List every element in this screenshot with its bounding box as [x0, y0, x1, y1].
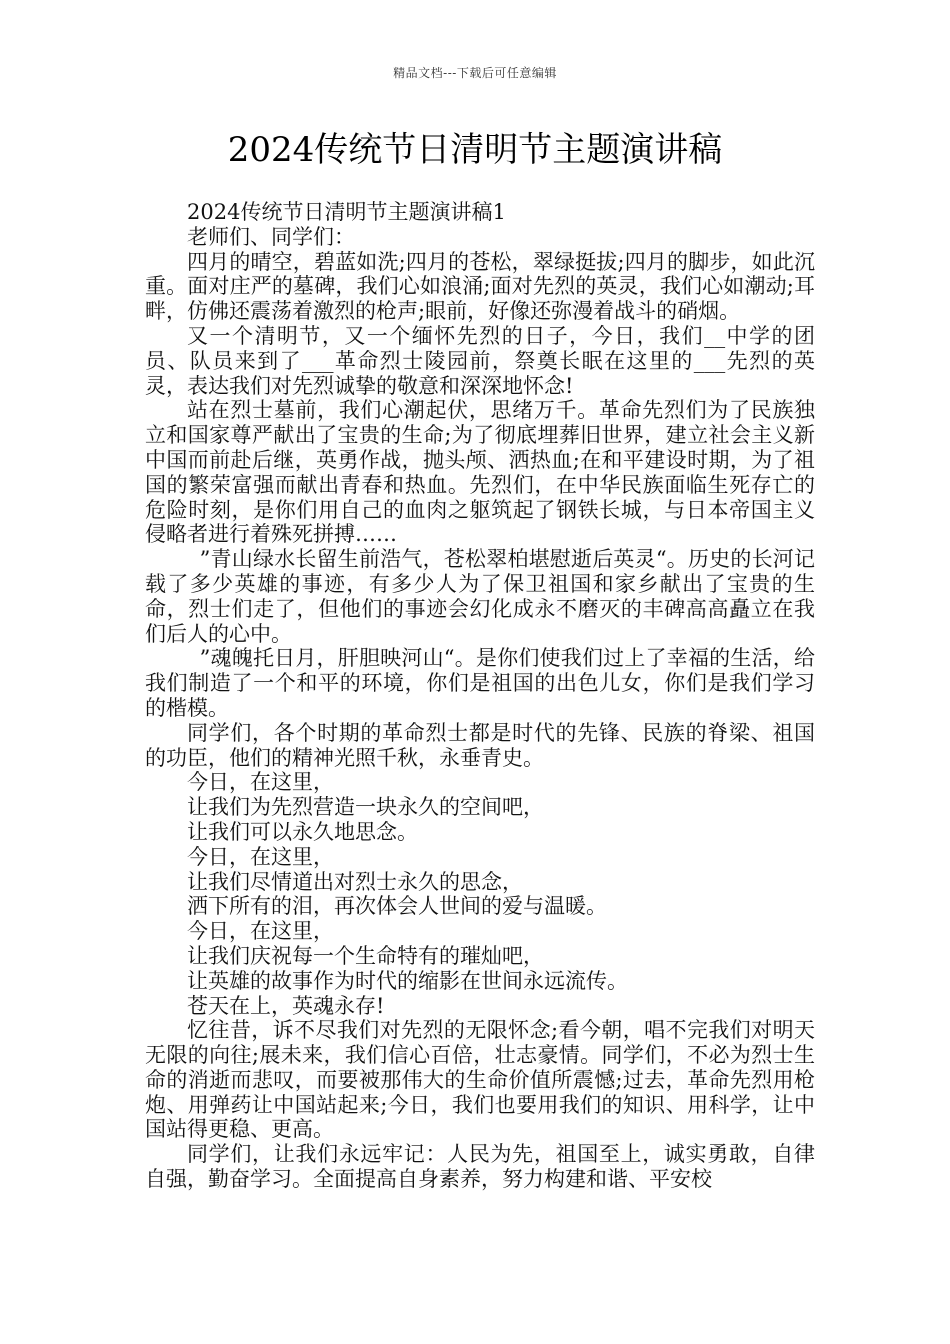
paragraph: 让英雄的故事作为时代的缩影在世间永远流传。	[187, 968, 628, 993]
paragraph: 洒下所有的泪，再次体会人世间的爱与温暖。	[187, 894, 607, 919]
paragraph: 今日，在这里，	[187, 919, 334, 944]
paragraph: 老师们、同学们：	[187, 224, 355, 249]
paragraph: 2024传统节日清明节主题演讲稿1	[187, 200, 506, 224]
paragraph: 同学们，让我们永远牢记：人民为先，祖国至上，诚实勇敢，自律自强，勤奋学习。全面提高自身素养，努力构建和谐、平安校	[145, 1142, 815, 1192]
document-title: 2024传统节日清明节主题演讲稿	[227, 130, 723, 170]
paragraph: 今日，在这里，	[187, 770, 334, 795]
paragraph: 同学们，各个时期的革命烈士都是时代的先锋、民族的脊梁、祖国的功臣，他们的精神光照千秋，永垂青史。	[145, 720, 815, 770]
paragraph: 让我们为先烈营造一块永久的空间吧，	[187, 795, 544, 820]
paragraph: ”青山绿水长留生前浩气，苍松翠柏堪慰逝后英灵“。历史的长河记载了多少英雄的事迹，有多少人为了保卫祖国和家乡献出了宝贵的生命，烈士们走了，但他们的事迹会幻化成永不磨灭的丰碑高高矗立在我们后人的心中。	[145, 547, 815, 646]
paragraph: 让我们尽情道出对烈士永久的思念，	[187, 869, 523, 894]
page-header: 精品文档---下载后可任意编辑	[393, 66, 557, 80]
paragraph: 站在烈士墓前，我们心潮起伏，思绪万千。革命先烈们为了民族独立和国家尊严献出了宝贵的生命;为了彻底埋葬旧世界，建立社会主义新中国而前赴后继，英勇作战，抛头颅、洒热血;在和平建设时期，为了祖国的繁荣富强而献出青春和热血。先烈们，在中华民族面临生死存亡的危险时刻，是你们用自己的血肉之躯筑起了钢铁长城，与日本帝国主义侵略者进行着殊死拼搏……	[145, 398, 815, 547]
document-body	[145, 200, 815, 1192]
paragraph: 苍天在上，英魂永存!	[187, 993, 385, 1018]
paragraph: 让我们可以永久地思念。	[187, 819, 418, 844]
paragraph: 今日，在这里，	[187, 844, 334, 869]
paragraph: 又一个清明节，又一个缅怀先烈的日子，今日，我们__中学的团员、队员来到了___革命烈士陵园前，祭奠长眠在这里的___先烈的英灵，表达我们对先烈诚挚的敬意和深深地怀念!	[145, 323, 815, 398]
paragraph: 忆往昔，诉不尽我们对先烈的无限怀念;看今朝，唱不完我们对明天无限的向往;展未来，我们信心百倍，壮志豪情。同学们，不必为烈士生命的消逝而悲叹，而要被那伟大的生命价值所震憾;过去，革命先烈用枪炮、用弹药让中国站起来;今日，我们也要用我们的知识、用科学，让中国站得更稳、更高。	[145, 1018, 815, 1142]
paragraph: ”魂魄托日月，肝胆映河山“。是你们使我们过上了幸福的生活，给我们制造了一个和平的环境，你们是祖国的出色儿女，你们是我们学习的楷模。	[145, 646, 815, 720]
paragraph: 四月的晴空，碧蓝如洗;四月的苍松，翠绿挺拔;四月的脚步，如此沉重。面对庄严的墓碑，我们心如浪涌;面对先烈的英灵，我们心如潮动;耳畔，仿佛还震荡着激烈的枪声;眼前，好像还弥漫着战斗的硝烟。	[145, 249, 815, 324]
paragraph: 让我们庆祝每一个生命特有的璀灿吧，	[187, 943, 544, 968]
